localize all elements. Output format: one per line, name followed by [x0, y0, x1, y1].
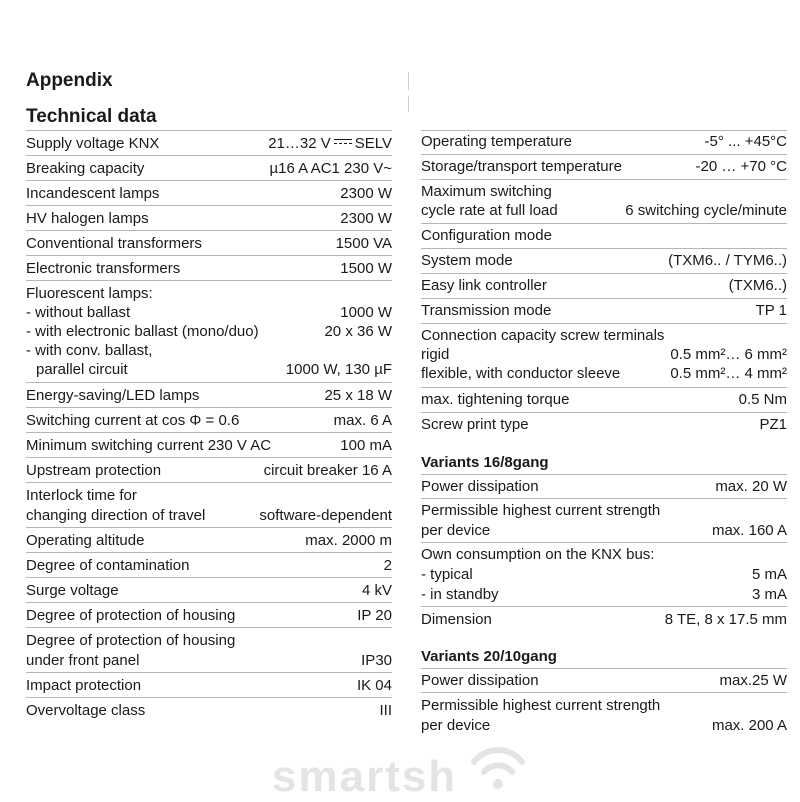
- watermark-logo: smartsh: [272, 752, 458, 801]
- spec-value: 1000 W: [340, 304, 392, 321]
- row-separator: [421, 154, 787, 155]
- spec-label: Breaking capacity: [26, 160, 145, 177]
- row-separator: [421, 412, 787, 413]
- spec-label: Permissible highest current strength: [421, 502, 661, 519]
- spec-value: circuit breaker 16 A: [263, 462, 392, 479]
- spec-value: III: [379, 702, 392, 719]
- spec-label: Degree of contamination: [26, 557, 190, 574]
- spec-value: (TXM6.. / TYM6..): [668, 252, 787, 269]
- spec-label: - with electronic ballast (mono/duo): [26, 323, 259, 340]
- spec-label: HV halogen lamps: [26, 210, 149, 227]
- spec-label: Supply voltage KNX: [26, 135, 160, 152]
- spec-label: per device: [421, 522, 491, 539]
- spec-value: 0.5 mm²… 4 mm²: [670, 365, 787, 382]
- row-separator: [421, 273, 787, 274]
- spec-value: IK 04: [356, 677, 392, 694]
- row-separator: [421, 248, 787, 249]
- spec-value: 5 mA: [751, 566, 787, 583]
- row-separator: [421, 223, 787, 224]
- spec-value: IP30: [361, 652, 392, 669]
- spec-label: Conventional transformers: [26, 235, 202, 252]
- spec-label: Connection capacity screw terminals: [421, 327, 665, 344]
- spec-label: cycle rate at full load: [421, 202, 558, 219]
- row-separator: [421, 387, 787, 388]
- spec-label: - with conv. ballast,: [26, 342, 153, 359]
- spec-label: flexible, with conductor sleeve: [421, 365, 621, 382]
- spec-value: 1500 VA: [335, 235, 392, 252]
- row-separator: [26, 482, 392, 483]
- spec-label: Transmission mode: [421, 302, 552, 319]
- spec-value: 3 mA: [751, 586, 787, 603]
- margin-marker: [408, 96, 409, 112]
- spec-value: -20 … +70 °C: [695, 158, 787, 175]
- spec-label: Upstream protection: [26, 462, 162, 479]
- spec-label: Switching current at cos Φ = 0.6: [26, 412, 240, 429]
- row-separator: [26, 180, 392, 181]
- row-separator: [26, 280, 392, 281]
- spec-label: Degree of protection of housing: [26, 632, 236, 649]
- spec-label: Permissible highest current strength: [421, 697, 661, 714]
- spec-value: 2300 W: [340, 210, 392, 227]
- spec-value: 2300 W: [340, 185, 392, 202]
- spec-value: 0.5 Nm: [738, 391, 787, 408]
- spec-label: Power dissipation: [421, 672, 539, 689]
- row-separator: [26, 457, 392, 458]
- appendix-heading: Appendix: [26, 70, 113, 91]
- spec-value: (TXM6..): [728, 277, 787, 294]
- spec-label: Surge voltage: [26, 582, 119, 599]
- spec-value: 100 mA: [340, 437, 392, 454]
- spec-label: per device: [421, 717, 491, 734]
- spec-label: parallel circuit: [36, 361, 128, 378]
- spec-label: Screw print type: [421, 416, 529, 433]
- spec-label: Interlock time for: [26, 487, 137, 504]
- spec-value: 1000 W, 130 µF: [285, 361, 392, 378]
- spec-value: max. 2000 m: [305, 532, 392, 549]
- spec-value: TP 1: [755, 302, 787, 319]
- spec-label: Own consumption on the KNX bus:: [421, 546, 655, 563]
- spec-label: Overvoltage class: [26, 702, 146, 719]
- spec-label: - in standby: [421, 586, 499, 603]
- row-separator: [26, 627, 392, 628]
- spec-value: max. 200 A: [711, 717, 787, 734]
- spec-value: 8 TE, 8 x 17.5 mm: [664, 611, 787, 628]
- spec-label: Power dissipation: [421, 478, 539, 495]
- wifi-icon: [466, 736, 530, 792]
- row-separator: [26, 577, 392, 578]
- row-separator: [26, 672, 392, 673]
- technical-data-heading: Technical data: [26, 106, 157, 127]
- spec-value: max. 160 A: [711, 522, 787, 539]
- spec-label: Maximum switching: [421, 183, 552, 200]
- row-separator: [26, 382, 392, 383]
- row-separator: [26, 130, 392, 131]
- row-separator: [26, 155, 392, 156]
- spec-value: 25 x 18 W: [324, 387, 392, 404]
- spec-value: 4 kV: [361, 582, 392, 599]
- spec-value: software-dependent: [259, 507, 392, 524]
- spec-value: max. 6 A: [333, 412, 392, 429]
- row-separator: [421, 692, 787, 693]
- spec-label: under front panel: [26, 652, 140, 669]
- spec-label: Minimum switching current 230 V AC: [26, 437, 272, 454]
- row-separator: [421, 668, 787, 669]
- spec-label: - without ballast: [26, 304, 131, 321]
- margin-marker: [408, 72, 409, 90]
- spec-label: Storage/transport temperature: [421, 158, 622, 175]
- row-separator: [26, 552, 392, 553]
- spec-value: 20 x 36 W: [324, 323, 392, 340]
- spec-value: 2: [383, 557, 392, 574]
- spec-label: Electronic transformers: [26, 260, 181, 277]
- spec-label: Configuration mode: [421, 227, 552, 244]
- spec-label: max. tightening torque: [421, 391, 570, 408]
- dc-symbol-icon: [334, 139, 352, 148]
- row-separator: [26, 527, 392, 528]
- spec-label: Degree of protection of housing: [26, 607, 236, 624]
- spec-value: 1500 W: [340, 260, 392, 277]
- row-separator: [421, 542, 787, 543]
- spec-value: -5° ... +45°C: [704, 133, 787, 150]
- spec-value: 0.5 mm²… 6 mm²: [670, 346, 787, 363]
- spec-value: µ16 A AC1 230 V~: [269, 160, 392, 177]
- spec-label: System mode: [421, 252, 513, 269]
- spec-value: 21…32 V SELV: [268, 135, 392, 152]
- section-heading: Variants 16/8gang: [421, 454, 549, 471]
- row-separator: [26, 697, 392, 698]
- spec-label: Dimension: [421, 611, 492, 628]
- spec-label: Impact protection: [26, 677, 142, 694]
- spec-value: max. 20 W: [715, 478, 787, 495]
- spec-value: PZ1: [759, 416, 787, 433]
- row-separator: [421, 606, 787, 607]
- spec-label: Fluorescent lamps:: [26, 285, 153, 302]
- row-separator: [421, 474, 787, 475]
- row-separator: [26, 602, 392, 603]
- spec-value: max.25 W: [719, 672, 787, 689]
- spec-label: Incandescent lamps: [26, 185, 160, 202]
- spec-label: Operating altitude: [26, 532, 145, 549]
- row-separator: [26, 205, 392, 206]
- row-separator: [421, 179, 787, 180]
- row-separator: [421, 323, 787, 324]
- row-separator: [421, 298, 787, 299]
- spec-label: Easy link controller: [421, 277, 547, 294]
- spec-label: Operating temperature: [421, 133, 572, 150]
- row-separator: [421, 130, 787, 131]
- spec-label: - typical: [421, 566, 473, 583]
- row-separator: [26, 230, 392, 231]
- spec-label: changing direction of travel: [26, 507, 206, 524]
- spec-label: Energy-saving/LED lamps: [26, 387, 200, 404]
- spec-label: rigid: [421, 346, 450, 363]
- spec-value: IP 20: [357, 607, 392, 624]
- row-separator: [26, 432, 392, 433]
- row-separator: [421, 498, 787, 499]
- spec-value: 6 switching cycle/minute: [625, 202, 787, 219]
- section-heading: Variants 20/10gang: [421, 648, 557, 665]
- row-separator: [26, 255, 392, 256]
- row-separator: [26, 407, 392, 408]
